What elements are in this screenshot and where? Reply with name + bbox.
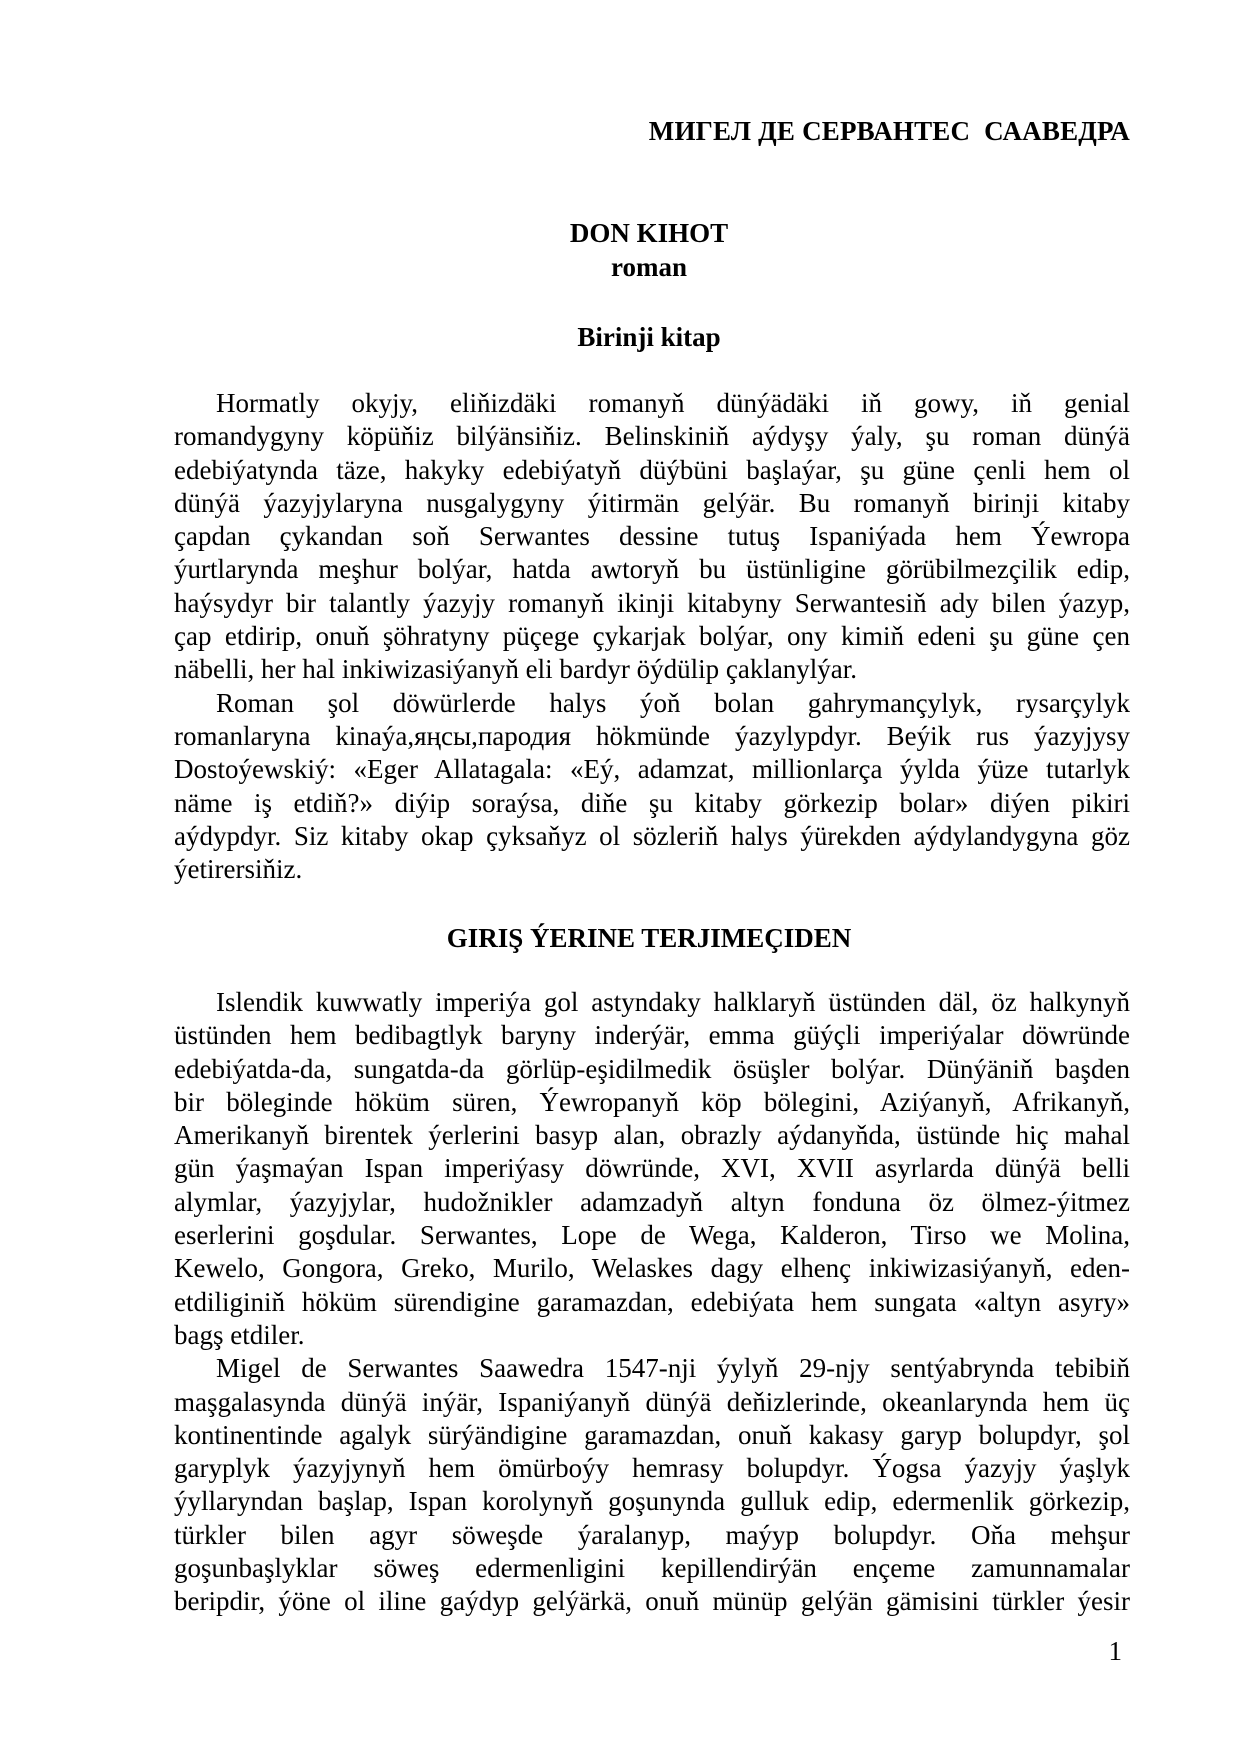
- text-line: ýetirersiňiz.: [174, 854, 303, 885]
- text-line: çap etdirip, onuň şöhratyny püçege çykarjak bolýar, ony kimiň edeni şu güne çen: [174, 621, 1130, 652]
- text-line: Kewelo, Gongora, Greko, Murilo, Welaskes dagy elhenç inkiwizasiýanyň, eden-: [174, 1253, 1130, 1284]
- page-number: 1: [1108, 1636, 1122, 1666]
- text-line: bir böleginde höküm süren, Ýewropanyň köp bölegini, Aziýanyň, Afrikanyň,: [174, 1086, 1130, 1117]
- book-part-heading: Birinji kitap: [577, 322, 721, 352]
- text-line: goşunbaşlyklar söweş edermenligini kepillendirýän ençeme zamunnamalar: [174, 1553, 1130, 1584]
- text-line: Hormatly okyjy, eliňizdäki romanyň dünýädäki iň gowy, iň genial: [216, 388, 1130, 418]
- text-line: ýyllaryndan başlap, Ispan korolynyň goşunynda gulluk edip, edermenlik görkezip,: [174, 1486, 1130, 1517]
- text-line: näme iş etdiň?» diýip soraýsa, diňe şu kitaby görkezip bolar» diýen pikiri: [174, 787, 1130, 818]
- text-line: kontinentinde agalyk sürýändigine garamazdan, onuň kakasy garyp bolupdyr, şol: [174, 1419, 1130, 1450]
- text-line: etdiliginiň höküm sürendigine garamazdan, edebiýata hem sungata «altyn asyry»: [174, 1286, 1130, 1317]
- text-line: haýsydyr bir talantly ýazyjy romanyň ikinji kitabyny Serwantesiň ady bilen ýazyp,: [174, 587, 1130, 618]
- text-line: türkler bilen agyr söweşde ýaralanyp, maýyp bolupdyr. Oňa mehşur: [174, 1519, 1130, 1550]
- intro-text: [174, 387, 1130, 886]
- text-line: Dostoýewskiý: «Eger Allatagala: «Eý, adamzat, millionlarça ýylda ýüze tutarlyk: [174, 754, 1130, 785]
- book-subtitle: roman: [610, 252, 687, 282]
- text-line: Migel de Serwantes Saawedra 1547-nji ýylyň 29-njy sentýabrynda tebibiň: [216, 1353, 1130, 1384]
- text-line: aýdypdyr. Siz kitaby okap çyksaňyz ol sözleriň halys ýürekden aýdylandygyna göz: [174, 820, 1130, 851]
- text-line: Amerikanyň birentek ýerlerini basyp alan, obrazly aýdanyňda, üstünde hiç mahal: [174, 1120, 1130, 1151]
- text-line: alymlar, ýazyjylar, hudožnikler adamzadyň altyn fonduna öz ölmez-ýitmez: [174, 1186, 1130, 1217]
- text-line: garyplyk ýazyjynyň hem ömürboýy hemrasy bolupdyr. Ýogsa ýazyjy ýaşlyk: [174, 1453, 1130, 1484]
- text-line: maşgalasynda dünýä inýär, Ispaniýanyň dünýä deňizlerinde, okeanlarynda hem üç: [174, 1386, 1130, 1417]
- section-heading: GIRIŞ ÝERINE TERJIMEÇIDEN: [446, 923, 852, 953]
- text-line: bagş etdiler.: [174, 1319, 305, 1350]
- section-text: [174, 986, 1130, 1619]
- text-line: dünýä ýazyjylaryna nusgalygyny ýitirmän gelýär. Bu romanyň birinji kitaby: [174, 487, 1130, 518]
- text-line: romanlaryna kinaýa,яңсы,пародия hökmünde ýazylypdyr. Beýik rus ýazyjysy: [174, 720, 1130, 751]
- text-line: romandygyny köpüňiz bilýänsiňiz. Belinskiniň aýdyşy ýaly, şu roman dünýä: [174, 421, 1130, 452]
- text-line: gün ýaşmaýan Ispan imperiýasy döwründe, XVI, XVII asyrlarda dünýä belli: [174, 1153, 1130, 1184]
- text-line: ýurtlarynda meşhur bolýar, hatda awtoryň bu üstünligine görübilmezçilik edip,: [174, 554, 1130, 585]
- text-line: edebiýatda-da, sungatda-da görlüp-eşidilmedik ösüşler bolýar. Dünýäniň başden: [174, 1053, 1130, 1084]
- text-line: beripdir, ýöne ol iline gaýdyp gelýärkä, onuň münüp gelýän gämisini türkler ýesir: [174, 1586, 1130, 1617]
- text-line: näbelli, her hal inkiwizasiýanyň eli bardyr öýdülip çaklanylýar.: [174, 654, 858, 685]
- author-name: МИГЕЛ ДЕ СЕРВАНТЕС СААВЕДРА: [648, 116, 1130, 146]
- book-title: DON KIHOT: [569, 218, 729, 248]
- text-line: eserlerini goşdular. Serwantes, Lope de Wega, Kalderon, Tirso we Molina,: [174, 1220, 1130, 1251]
- text-line: Roman şol döwürlerde halys ýoň bolan gahrymançylyk, rysarçylyk: [216, 687, 1130, 718]
- text-line: çapdan çykandan soň Serwantes dessine tutuş Ispaniýada hem Ýewropa: [174, 521, 1130, 552]
- text-line: Islendik kuwwatly imperiýa gol astyndaky halklaryň üstünden däl, öz halkynyň: [216, 987, 1130, 1017]
- text-line: üstünden hem bedibagtlyk baryny inderýär, emma güýçli imperiýalar döwründe: [174, 1020, 1130, 1051]
- text-line: edebiýatynda täze, hakyky edebiýatyň düýbüni başlaýar, şu güne çenli hem ol: [174, 454, 1130, 485]
